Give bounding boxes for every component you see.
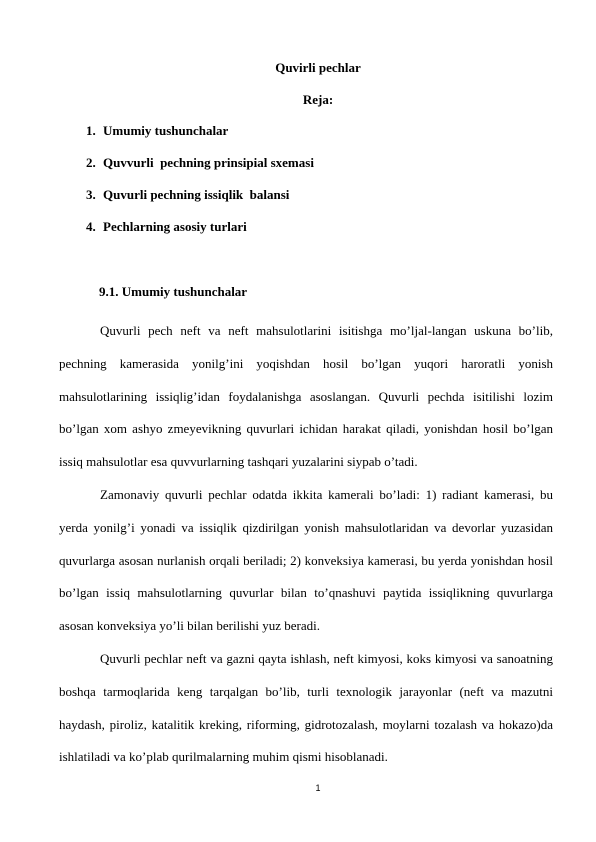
outline-list xyxy=(86,123,314,251)
page-number: 1 xyxy=(315,783,321,793)
body-text xyxy=(59,315,553,774)
document-title: Quvirli pechlar xyxy=(275,60,361,75)
paragraph: Quvurli pechlar neft va gazni qayta ishlash, neft kimyosi, koks kimyosi va sanoatning boshqa tarmoqlarida keng tarqalgan bo’lib, turli texnologik jarayonlar (neft va mazutni haydash, piroliz, katalitik kreking, riforming, gidrotozalash, moylarni tozalash va hokazo)da ishlatiladi va ko’plab qurilmalarning muhim qismi hisoblanadi. xyxy=(59,650,553,765)
paragraph: Quvurli pech neft va neft mahsulotlarini isitishga mo’ljal-langan uskuna bo’lib, pechning kamerasida yonilg’ini yoqishdan hosil bo’lgan yuqori haroratli yonish mahsulotlarining issiqlig’idan foydalanishga asoslangan. Quvurli pechda isitilishi lozim bo’lgan xom ashyo zmeyevikning quvurlari ichidan harakat qiladi, yonishdan hosil bo’lgan issiq mahsulotlar esa quvvurlarning tashqari yuzalarini siypab o’tadi. xyxy=(59,323,553,470)
outline-item-number: 1. xyxy=(86,123,96,138)
section-heading: 9.1. Umumiy tushunchalar xyxy=(99,284,248,299)
outline-item-number: 2. xyxy=(86,155,96,170)
outline-heading: Reja: xyxy=(302,92,334,107)
outline-item-text: Quvvurli pechning prinsipial sxemasi xyxy=(103,155,314,170)
outline-item xyxy=(86,219,314,251)
outline-item-text: Quvurli pechning issiqlik balansi xyxy=(103,187,290,202)
outline-item xyxy=(86,187,314,219)
outline-item xyxy=(86,155,314,187)
outline-item-number: 4. xyxy=(86,219,96,234)
outline-item-text: Umumiy tushunchalar xyxy=(103,123,229,138)
outline-item xyxy=(86,123,314,155)
paragraph: Zamonaviy quvurli pechlar odatda ikkita kamerali bo’ladi: 1) radiant kamerasi, bu yerda yonilg’i yonadi va issiqlik qizdirilgan yonish mahsulotlaridan va devorlar yuzasidan quvurlarga asosan nurlanish orqali beriladi; 2) konveksiya kamerasi, bu yerda yonishdan hosil bo’lgan issiq mahsulotlarning quvurlar bilan to’qnashuvi paytida issiqlikning quvurlarga asosan konveksiya yo’li bilan berilishi yuz beradi. xyxy=(59,486,553,634)
outline-item-number: 3. xyxy=(86,187,96,202)
outline-item-text: Pechlarning asosiy turlari xyxy=(103,219,247,234)
